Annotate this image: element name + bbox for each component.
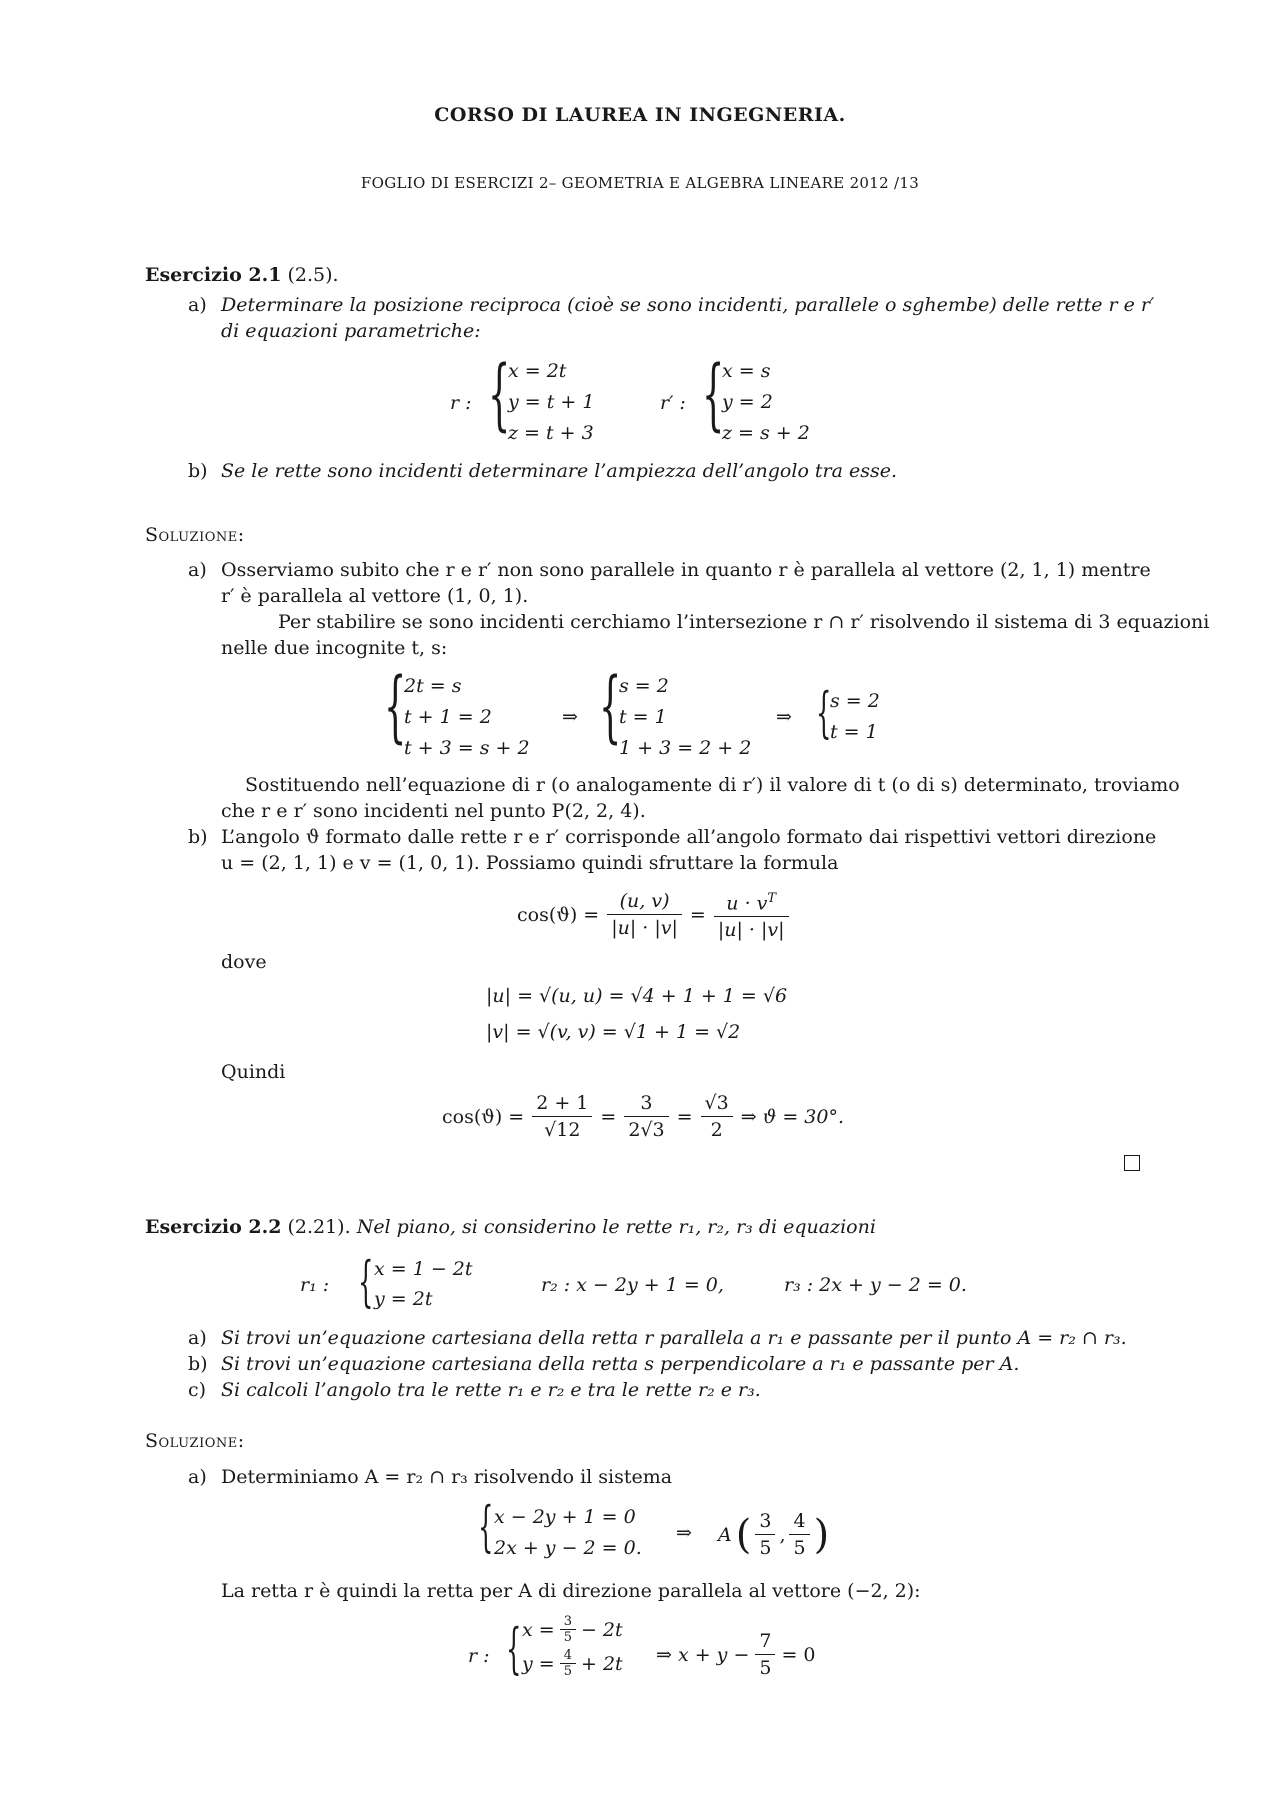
implies-arrow: ⇒	[676, 1522, 692, 1544]
system-name: r′ :	[660, 392, 686, 414]
equation: x − 2y + 1 = 0	[494, 1506, 636, 1528]
equation	[522, 1648, 623, 1679]
implies-arrow: ⇒	[776, 706, 792, 728]
system-name: r :	[468, 1645, 490, 1667]
brace: {	[384, 662, 407, 752]
equals: =	[689, 903, 706, 926]
fraction	[755, 1628, 775, 1681]
brace: {	[506, 1617, 522, 1680]
equation: z = s + 2	[722, 422, 810, 444]
equation: z = t + 3	[508, 422, 594, 444]
paren-close: )	[813, 1511, 830, 1558]
denominator: 5	[793, 1537, 806, 1559]
point-name: A	[718, 1523, 732, 1546]
denominator: 5	[759, 1537, 772, 1559]
transpose-sup: T	[767, 891, 777, 906]
fraction	[607, 888, 682, 941]
numerator	[714, 886, 789, 917]
result-tail: ⇒ ϑ = 30°.	[740, 1105, 844, 1128]
exercise-label: Esercizio 2.2	[145, 1216, 282, 1238]
denominator: 5	[563, 1630, 572, 1645]
denominator: 5	[759, 1657, 772, 1679]
equation: t = 1	[619, 706, 667, 728]
equation: x = s	[722, 360, 771, 382]
brace: {	[599, 662, 622, 752]
solution-text: r′ è parallela al vettore (1, 0, 1).	[221, 585, 529, 607]
equation-r3: r₃ : 2x + y − 2 = 0.	[784, 1274, 967, 1296]
exercise-2-1-heading	[145, 262, 339, 288]
norm-v: |v| = √(v, v) = √1 + 1 = √2	[486, 1021, 741, 1043]
solution-text: Per stabilire se sono incidenti cerchiamo l’intersezione r ∩ r′ risolvendo il sistema di 3 equazioni	[278, 611, 1210, 633]
denominator: √12	[544, 1119, 581, 1141]
result-formula	[442, 1090, 844, 1143]
numerator-text: u · v	[726, 892, 768, 915]
solution-text: Osserviamo subito che r e r′ non sono parallele in quanto r è parallela al vettore (2, 1, 1) mentre	[221, 559, 1151, 581]
numerator: 2 + 1	[532, 1090, 592, 1117]
item-label: a)	[188, 1466, 207, 1488]
equals: =	[600, 1105, 617, 1128]
item-label: a)	[188, 559, 207, 581]
fraction	[714, 886, 789, 943]
equals: =	[676, 1105, 693, 1128]
numerator: √3	[701, 1090, 733, 1117]
denominator: 5	[563, 1664, 572, 1679]
fraction	[701, 1090, 733, 1143]
equation-lhs: y =	[522, 1652, 555, 1675]
cartesian-equation	[656, 1628, 816, 1681]
denominator: 2	[710, 1119, 723, 1141]
item-label: a)	[188, 294, 207, 316]
equation: s = 2	[830, 690, 880, 712]
question-text: Si trovi un’equazione cartesiana della retta s perpendicolare a r₁ e passante per A.	[221, 1353, 1020, 1375]
brace: {	[702, 350, 725, 440]
question-text: Si trovi un’equazione cartesiana della retta r parallela a r₁ e passante per il punto A = r₂ ∩ r₃.	[221, 1327, 1127, 1349]
equation: y = t + 1	[508, 391, 595, 413]
brace: {	[478, 1495, 494, 1558]
numerator: 3	[560, 1614, 576, 1630]
solution-text: u = (2, 1, 1) e v = (1, 0, 1). Possiamo quindi sfruttare la formula	[221, 852, 839, 874]
solution-label: Soluzione:	[145, 524, 245, 546]
solution-text: che r e r′ sono incidenti nel punto P(2, 2, 4).	[221, 800, 646, 822]
formula-lhs: cos(ϑ) =	[442, 1105, 525, 1128]
exercise-label: Esercizio 2.1	[145, 264, 282, 286]
equation-rhs: = 0	[781, 1643, 816, 1666]
fraction	[532, 1090, 592, 1143]
equation-lhs: x =	[522, 1618, 555, 1641]
equation-lhs: ⇒ x + y −	[656, 1643, 750, 1666]
equation: 2x + y − 2 = 0.	[494, 1537, 642, 1559]
brace: {	[488, 350, 511, 440]
norm-u: |u| = √(u, u) = √4 + 1 + 1 = √6	[486, 985, 788, 1007]
equation: x = 1 − 2t	[374, 1258, 473, 1280]
exercise-2-2-heading	[145, 1214, 876, 1240]
exercise-intro: Nel piano, si considerino le rette r₁, r₂, r₃ di equazioni	[356, 1216, 876, 1238]
equation: y = 2	[722, 391, 773, 413]
equation-r2: r₂ : x − 2y + 1 = 0,	[541, 1274, 724, 1296]
fraction	[560, 1614, 576, 1645]
item-label: b)	[188, 826, 208, 848]
numerator: (u, v)	[607, 888, 682, 915]
equation: t + 3 = s + 2	[404, 737, 530, 759]
implies-arrow: ⇒	[562, 706, 578, 728]
equation-rhs: − 2t	[580, 1618, 623, 1641]
fraction	[755, 1508, 775, 1561]
paren-open: (	[735, 1511, 752, 1558]
equation: 2t = s	[404, 675, 462, 697]
equation: y = 2t	[374, 1288, 433, 1310]
item-label: b)	[188, 1353, 208, 1375]
question-text: Determinare la posizione reciproca (cioè se sono incidenti, parallele o sghembe) delle rette r e r′	[221, 294, 1155, 316]
numerator: 7	[755, 1628, 775, 1655]
page-subtitle: FOGLIO DI ESERCIZI 2– GEOMETRIA E ALGEBRA LINEARE 2012 /13	[360, 174, 920, 192]
item-label: b)	[188, 460, 208, 482]
fraction	[789, 1508, 809, 1561]
equation: t + 1 = 2	[404, 706, 492, 728]
solution-text: Sostituendo nell’equazione di r (o analogamente di r′) il valore di t (o di s) determinato, troviamo	[245, 774, 1180, 796]
page-title: CORSO DI LAUREA IN INGEGNERIA.	[434, 104, 846, 126]
equation: x = 2t	[508, 360, 567, 382]
numerator: 4	[789, 1508, 809, 1535]
fraction	[560, 1648, 576, 1679]
equation	[522, 1614, 623, 1645]
equation: t = 1	[830, 721, 878, 743]
fraction	[624, 1090, 668, 1143]
point-A	[718, 1508, 829, 1561]
brace: {	[816, 681, 832, 744]
numerator: 3	[624, 1090, 668, 1117]
cos-formula	[517, 886, 789, 943]
exercise-ref: (2.21).	[287, 1216, 351, 1238]
numerator: 3	[755, 1508, 775, 1535]
solution-text: L’angolo ϑ formato dalle rette r e r′ corrisponde all’angolo formato dai rispettivi vettori direzione	[221, 826, 1157, 848]
denominator: |u| · |v|	[611, 917, 678, 940]
solution-text: nelle due incognite t, s:	[221, 637, 448, 659]
solution-label: Soluzione:	[145, 1430, 245, 1452]
question-text: Se le rette sono incidenti determinare l’ampiezza dell’angolo tra esse.	[221, 460, 898, 482]
item-label: a)	[188, 1327, 207, 1349]
item-label: c)	[188, 1379, 207, 1401]
qed-box	[1124, 1155, 1140, 1171]
solution-text: Quindi	[221, 1061, 286, 1083]
comma: ,	[779, 1523, 786, 1546]
system-name: r₁ :	[300, 1274, 330, 1296]
solution-text: Determiniamo A = r₂ ∩ r₃ risolvendo il sistema	[221, 1466, 673, 1488]
equation: s = 2	[619, 675, 669, 697]
solution-text: dove	[221, 951, 267, 973]
brace: {	[358, 1250, 374, 1313]
numerator: 4	[560, 1648, 576, 1664]
equation-rhs: + 2t	[580, 1652, 623, 1675]
denominator: 2√3	[628, 1119, 665, 1141]
exercise-ref: (2.5).	[287, 264, 339, 286]
denominator: |u| · |v|	[717, 919, 785, 942]
formula-lhs: cos(ϑ) =	[517, 903, 600, 926]
equation: 1 + 3 = 2 + 2	[619, 737, 752, 759]
question-text: Si calcoli l’angolo tra le rette r₁ e r₂ e tra le rette r₂ e r₃.	[221, 1379, 761, 1401]
question-text: di equazioni parametriche:	[221, 320, 481, 342]
solution-text: La retta r è quindi la retta per A di direzione parallela al vettore (−2, 2):	[221, 1580, 921, 1602]
system-name: r :	[450, 392, 472, 414]
